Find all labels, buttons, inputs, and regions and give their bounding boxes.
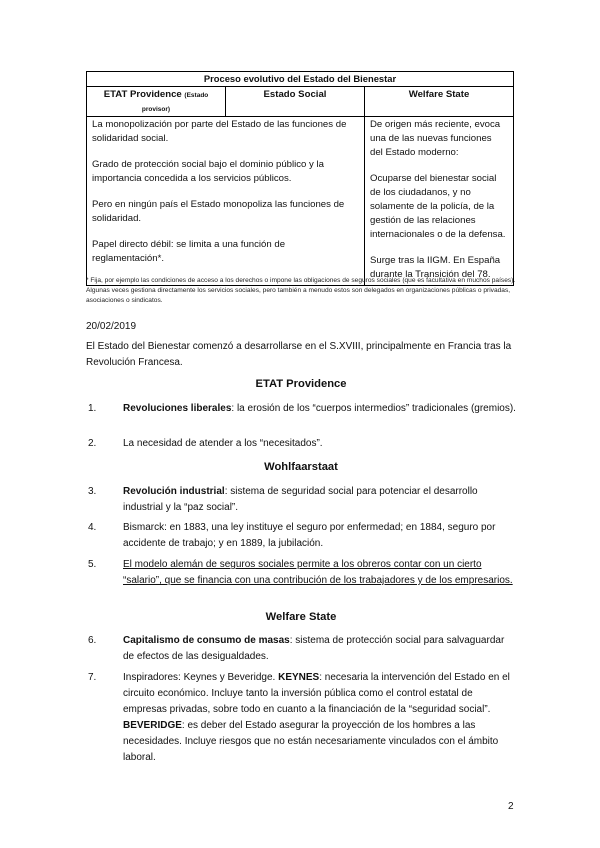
heading-welfare-state: Welfare State	[265, 611, 337, 623]
list-item: 4. Bismarck: en 1883, una ley instituye el seguro por enfermedad; en 1884, seguro por accidente de trabajo; y en 1889, la jubilación.	[88, 522, 496, 549]
header-etat-providence: ETAT Providence (Estado provisor)	[87, 87, 226, 117]
intro-paragraph: El Estado del Bienestar comenzó a desarrollarse en el S.XVIII, principalmente en Francia tras la Revolución Francesa.	[86, 341, 512, 368]
list-item: 2. La necesidad de atender a los “necesitados”.	[88, 438, 323, 449]
table-caption: Proceso evolutivo del Estado del Bienestar	[87, 72, 514, 87]
right-paragraph: Ocuparse del bienestar social de los ciudadanos, y no solamente de la policía, de la gestión de las relaciones internacionales o de la defensa.	[370, 173, 506, 240]
heading-wohlfaarstaat: Wohlfaarstaat	[264, 461, 338, 473]
header-estado-social: Estado Social	[226, 87, 365, 117]
list-item: 3. Revolución industrial: sistema de seguridad social para potenciar el desarrollo industrial y la “paz social”.	[88, 486, 478, 513]
right-paragraph: De origen más reciente, evoca una de las nuevas funciones del Estado moderno:	[370, 119, 501, 158]
header-welfare-state: Welfare State	[365, 87, 514, 117]
list-item: 6. Capitalismo de consumo de masas: sistema de protección social para salvaguardar de efectos de las desigualdades.	[88, 635, 505, 662]
welfare-evolution-table	[86, 71, 514, 286]
list-item: 5. El modelo alemán de seguros sociales permite a los obreros contar con un cierto “salario”, que se financia con una contribución de los trabajadores y de los empresarios.	[88, 559, 513, 586]
left-paragraph: Pero en ningún país el Estado monopoliza las funciones de solidaridad.	[92, 199, 345, 224]
table-footnote: * Fija, por ejemplo las condiciones de acceso a los derechos o impone las obligaciones de seguros sociales (que es facultativa en muchos países). Algunas veces gestiona directamente los servicios sociales, pero también a menudo estos son delegados en organizaciones públicas o privadas, asociaciones o sindicatos.	[86, 277, 516, 304]
left-paragraph: Papel directo débil: se limita a una función de reglamentación*.	[92, 239, 286, 264]
page-number: 2	[508, 801, 514, 812]
left-description-cell	[87, 117, 365, 286]
right-paragraph: Surge tras la IIGM. En España durante la Transición del 78.	[370, 255, 501, 280]
right-description-cell	[365, 117, 514, 286]
heading-etat-providence: ETAT Providence	[255, 378, 347, 390]
list-item: 7. Inspiradores: Keynes y Beveridge. KEYNES: necesaria la intervención del Estado en el circuito económico. Incluye tanto la inversión pública como el control estatal de empresas privadas, sobre todo en cuanto a la financiación de la “seguridad social”. BEVERIDGE: es deber del Estado asegurar la proyección de los hombres a las necesidades. Incluye riesgos que no están necesariamente vinculados con el ámbito laboral.	[88, 672, 510, 763]
left-paragraph: La monopolización por parte del Estado de las funciones de solidaridad social.	[92, 119, 347, 144]
date: 20/02/2019	[86, 321, 137, 332]
left-paragraph: Grado de protección social bajo el dominio público y la importancia concedida a los servicios públicos.	[92, 159, 324, 184]
list-item: 1. Revoluciones liberales: la erosión de los “cuerpos intermedios” tradicionales (gremios).	[88, 403, 516, 414]
